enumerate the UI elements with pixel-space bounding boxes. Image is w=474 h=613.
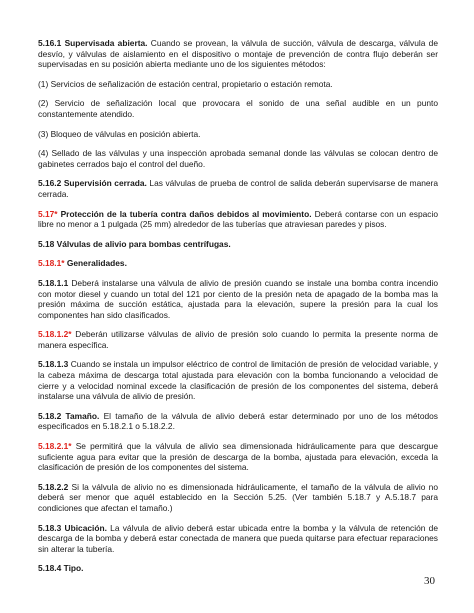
paragraph-p-5161 (38, 38, 438, 70)
body-text: La válvula de alivio deberá estar ubicada entre la bomba y la válvula de retención de descarga de la bomba y deberá estar conectada de manera que pueda quitarse para efectuar reparaciones sin alterar la tubería. (38, 522, 439, 554)
paragraph-p-51811 (38, 278, 438, 320)
paragraph-p-5182 (38, 411, 438, 432)
paragraph-p-51813 (38, 359, 438, 401)
body-text: (2) Servicio de señalización local que provocara el sonido de una señal audible en un punto constantemente atendido. (38, 98, 438, 119)
body-text: Las válvulas de prueba de control de salida deberán supervisarse de manera cerrada. (38, 178, 439, 199)
paragraph-p-5161-3 (38, 129, 438, 140)
section-heading-text: 5.16.1 Supervisada abierta. (38, 38, 148, 48)
section-heading-text: 5.18.1.1 (38, 277, 69, 288)
section-heading-text: 5.18 Válvulas de alivio para bombas centrífugas. (38, 238, 231, 249)
body-text: Se permitirá que la válvula de alivio sea dimensionada hidráulicamente para que descargue suficiente agua para evitar que la presión de descarga de la bomba, ajustada para elevación, exceda la clasificación de presión de los componentes del sistema. (38, 441, 438, 473)
paragraph-p-51821 (38, 441, 438, 473)
paragraph-p-5183 (38, 523, 438, 555)
section-number-highlight: 5.18.1.2* (38, 329, 72, 340)
paragraph-p-5184 (38, 563, 438, 574)
body-text: (1) Servicios de señalización de estación central, propietario o estación remota. (38, 78, 333, 89)
body-text: El tamaño de la válvula de alivio deberá estar determinado por uno de los métodos especificados en 5.18.2.1 o 5.18.2.2. (38, 410, 438, 432)
paragraph-p-5162 (38, 178, 438, 199)
paragraph-p-5161-4 (38, 148, 438, 169)
section-heading-text: Generalidades. (64, 258, 127, 269)
paragraph-p-5181 (38, 258, 438, 269)
body-text: Deberá contarse con un espacio libre no menor a 1 pulgada (25 mm) alrededor de las tuberías que atraviesan paredes y pisos. (38, 208, 438, 230)
page-number: 30 (424, 575, 435, 587)
paragraph-p-5161-1 (38, 79, 438, 90)
section-heading-text: 5.18.2 Tamaño. (38, 410, 100, 421)
body-text: Si la válvula de alivio no es dimensionada hidráulicamente, el tamaño de la válvula de alivio no deberá ser menor que aquél establecido en la Sección 5.25. (Ver también 5.18.7 y A.5.18.7 para condiciones que afectan el tamaño.) (38, 481, 438, 513)
section-heading-text: 5.18.4 Tipo. (38, 563, 84, 574)
paragraph-p-51822 (38, 482, 438, 514)
body-text: Cuando se provean, la válvula de succión, válvula de descarga, válvula de desvío, y válvulas de aislamiento en el dispositivo o montaje de prevención de contra flujo deberán ser supervisadas en su posición abierta mediante uno de los siguientes métodos: (38, 38, 438, 70)
paragraph-p-5161-2 (38, 98, 438, 119)
body-text: Deberá instalarse una válvula de alivio de presión cuando se instale una bomba contra incendio con motor diesel y cuando un total del 121 por ciento de la presión neta de apagado de la bomba mas la presión máxima de succión estática, ajustada para la elevación, supere la presión para la cual los componentes han sido clasificados. (38, 277, 438, 320)
paragraph-p-51812 (38, 329, 438, 350)
paragraph-p-517 (38, 209, 438, 230)
section-heading-text: 5.18.2.2 (38, 481, 69, 492)
section-number-highlight: 5.18.1* (38, 258, 65, 269)
section-heading-text: 5.18.1.3 (38, 359, 69, 370)
body-text: Deberán utilizarse válvulas de alivio de presión solo cuando lo permita la presente norma de manera específica. (38, 329, 438, 350)
body-text: (4) Sellado de las válvulas y una inspección aprobada semanal donde las válvulas se colocan dentro de gabinetes cerrados bajo el control del dueño. (38, 148, 438, 169)
section-heading-text: 5.16.2 Supervisión cerrada. (38, 178, 147, 189)
section-number-highlight: 5.18.2.1* (38, 441, 72, 452)
document-body (38, 38, 438, 583)
body-text: (3) Bloqueo de válvulas en posición abierta. (38, 128, 201, 139)
paragraph-p-518 (38, 239, 438, 250)
section-number-highlight: 5.17* (38, 208, 58, 219)
body-text: Cuando se instala un impulsor eléctrico de control de limitación de presión de velocidad variable, y la cabeza máxima de descarga total ajustada para elevación con la bomba funcionando a velocidad de cierre y a velocidad nominal excede la clasificación de presión de los componentes del sistema, deberá instalarse una válvula de alivio de presión. (38, 359, 438, 402)
section-heading-text: Protección de la tubería contra daños debidos al movimiento. (57, 208, 312, 219)
section-heading-text: 5.18.3 Ubicación. (38, 522, 107, 533)
